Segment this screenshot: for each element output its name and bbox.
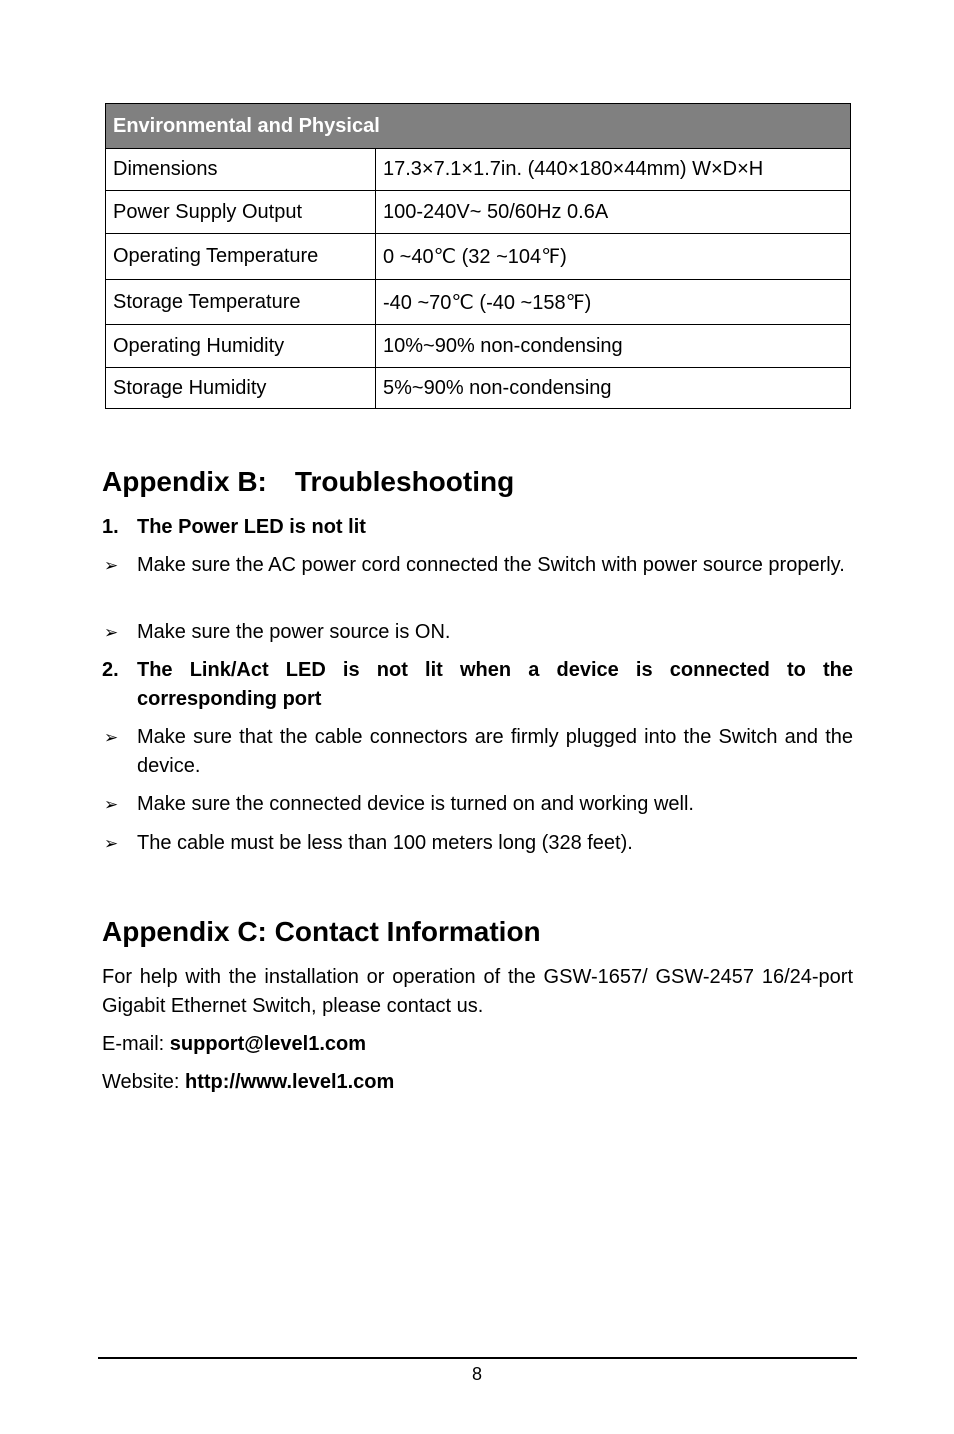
bullet-item: [102, 551, 853, 580]
table-row: [106, 280, 851, 325]
table-row: [106, 325, 851, 368]
row-value: -40 ~70℃ (-40 ~158℉): [376, 280, 851, 325]
table-row: [106, 368, 851, 409]
row-value: 0 ~40℃ (32 ~104℉): [376, 234, 851, 280]
bullet-item: [102, 829, 853, 858]
item-heading: The Link/Act LED is not lit when a device is connected to the corresponding port: [137, 659, 853, 710]
contact-intro: For help with the installation or operation of the GSW-1657/ GSW-2457 16/24-port Gigabit Ethernet Switch, please contact us.: [102, 966, 853, 1017]
row-label: Storage Temperature: [106, 280, 376, 325]
row-value: 10%~90% non-condensing: [376, 325, 851, 368]
table-row: [106, 149, 851, 191]
website-line: [102, 1068, 853, 1097]
arrow-bullet-icon: ➢: [104, 556, 119, 575]
email-link[interactable]: support@level1.com: [169, 1033, 367, 1055]
website-label: Website:: [102, 1071, 185, 1093]
row-label: Operating Temperature: [106, 234, 376, 280]
row-value: 5%~90% non-condensing: [376, 368, 851, 409]
item-heading: The Power LED is not lit: [137, 516, 366, 538]
arrow-bullet-icon: ➢: [104, 795, 119, 814]
bullet-text: Make sure the connected device is turned on and working well.: [137, 793, 694, 815]
row-label: Storage Humidity: [106, 368, 376, 409]
troubleshoot-item-1-heading: [102, 513, 853, 542]
arrow-bullet-icon: ➢: [104, 834, 119, 853]
row-label: Operating Humidity: [106, 325, 376, 368]
page-number: 8: [471, 1364, 482, 1384]
bullet-text: Make sure the AC power cord connected the Switch with power source properly.: [137, 554, 845, 576]
table-row: [106, 234, 851, 280]
appendix-b-title: Appendix B: Troubleshooting: [102, 466, 515, 497]
table-row: [106, 191, 851, 234]
item-number: 1.: [102, 516, 119, 538]
bullet-text: The cable must be less than 100 meters long (328 feet).: [137, 832, 633, 854]
footer-divider: [98, 1357, 857, 1359]
item-number: 2.: [102, 659, 119, 681]
bullet-text: Make sure the power source is ON.: [137, 621, 451, 643]
arrow-bullet-icon: ➢: [104, 623, 119, 642]
row-value: 100-240V~ 50/60Hz 0.6A: [376, 191, 851, 234]
bullet-item: [102, 723, 853, 781]
troubleshoot-item-2-heading: [102, 656, 853, 714]
website-link[interactable]: http://www.level1.com: [185, 1071, 395, 1093]
row-value: 17.3×7.1×1.7in. (440×180×44mm) W×D×H: [376, 149, 851, 191]
environmental-physical-table: [105, 103, 851, 409]
row-label: Power Supply Output: [106, 191, 376, 234]
bullet-item: [102, 790, 853, 819]
bullet-text: Make sure that the cable connectors are firmly plugged into the Switch and the device.: [137, 726, 853, 777]
email-label: E-mail:: [102, 1033, 170, 1055]
appendix-c-title: Appendix C: Contact Information: [102, 916, 541, 947]
row-label: Dimensions: [106, 149, 376, 191]
bullet-item: [102, 618, 853, 647]
arrow-bullet-icon: ➢: [104, 728, 119, 747]
table-header: Environmental and Physical: [106, 104, 851, 149]
table-header-row: [106, 104, 851, 149]
email-line: [102, 1030, 853, 1059]
